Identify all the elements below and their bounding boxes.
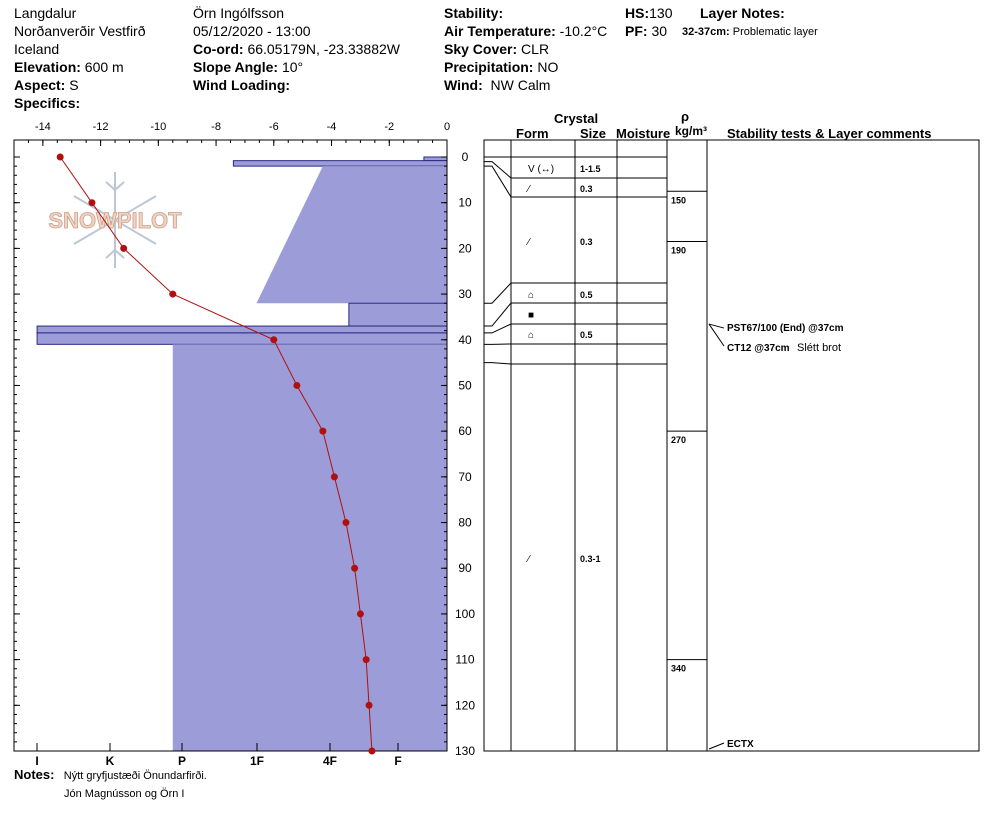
hardness-layer <box>349 303 447 326</box>
depth-tick-label: 80 <box>458 515 472 530</box>
density-label: 190 <box>671 245 687 256</box>
temperature-point <box>368 748 375 755</box>
temperature-point <box>366 702 373 709</box>
hardness-layer <box>37 333 447 344</box>
elevation: Elevation: 600 m <box>14 59 124 75</box>
specifics: Specifics: <box>14 95 81 111</box>
depth-tick-label: 90 <box>458 561 472 576</box>
snowpilot-watermark <box>48 172 182 268</box>
temperature-point <box>319 428 326 435</box>
aspect: Aspect: S <box>14 77 79 93</box>
temp-tick-label: -10 <box>150 121 167 133</box>
note-line-2: Jón Magnússon og Örn I <box>64 788 185 800</box>
wind-loading: Wind Loading: <box>193 77 291 93</box>
density-label: 150 <box>671 195 687 206</box>
temp-tick-label: -12 <box>92 121 109 133</box>
hardness-tick-label: P <box>177 754 187 768</box>
watermark-text: SNOWPILOT <box>48 208 182 233</box>
crystal-form-label: ⁄ <box>528 554 530 565</box>
hardness-tick-label: 4F <box>322 754 338 768</box>
hardness-tick-label: K <box>105 754 115 768</box>
air-temperature: Air Temperature: -10.2°C <box>444 23 608 39</box>
temperature-point <box>351 565 358 572</box>
temp-tick-label: 0 <box>443 121 451 133</box>
temperature-point <box>357 610 364 617</box>
col-size: Size <box>580 126 607 141</box>
temp-tick-label: -6 <box>268 121 279 133</box>
crystal-size-label: 0.3 <box>580 184 593 194</box>
precipitation: Precipitation: NO <box>444 59 559 75</box>
density-label: 270 <box>671 435 687 446</box>
col-form: Form <box>516 126 549 141</box>
location: Langdalur <box>14 5 77 21</box>
crystal-size-label: 0.5 <box>580 290 593 300</box>
temperature-point <box>57 154 64 161</box>
layer-note: 32-37cm: Problematic layer <box>682 26 818 38</box>
note-line-1: Nýtt gryfjustæði Önundarfirði. <box>63 770 207 782</box>
depth-tick-label: 30 <box>458 287 472 302</box>
depth-tick-label: 130 <box>454 744 476 758</box>
crystal-form-label: ⌂ <box>528 330 535 341</box>
stability-test-label: PST67/100 (End) @37cm <box>727 323 844 334</box>
temperature-point <box>169 291 176 298</box>
depth-tick-label: 50 <box>458 378 472 393</box>
depth-tick-label: 60 <box>458 424 472 439</box>
sky-cover: Sky Cover: CLR <box>444 41 550 57</box>
depth-tick-label: 0 <box>461 150 469 164</box>
temp-tick-label: -4 <box>326 121 337 133</box>
depth-tick-label: 100 <box>454 606 476 621</box>
depth-tick-label: 70 <box>458 469 472 484</box>
hardness-tick-label: F <box>394 754 402 768</box>
temperature-point <box>342 519 349 526</box>
density-label: 340 <box>671 663 687 674</box>
temp-tick-label: -2 <box>384 121 395 133</box>
depth-tick-label: 40 <box>458 332 472 347</box>
crystal-form-label: ■ <box>528 310 535 321</box>
hardness-layer <box>173 344 447 751</box>
notes-label: Notes: <box>14 767 55 782</box>
temperature-point <box>331 473 338 480</box>
crystal-size-label: 1-1.5 <box>580 164 601 174</box>
region: Norðanverðir Vestfirð <box>14 23 146 39</box>
temperature-point <box>88 199 95 206</box>
temperature-point <box>270 336 277 343</box>
crystal-size-label: 0.3-1 <box>580 554 601 564</box>
notes <box>14 767 207 782</box>
col-crystal: Crystal <box>554 111 599 126</box>
observer: Örn Ingólfsson <box>193 5 285 21</box>
temperature-point <box>120 245 127 252</box>
col-stability: Stability tests & Layer comments <box>727 126 932 141</box>
wind: Wind: NW Calm <box>444 77 551 93</box>
table-frame <box>484 140 979 751</box>
slope-angle: Slope Angle: 10° <box>193 59 304 75</box>
hardness-profile <box>37 157 447 751</box>
col-moisture: Moisture <box>616 126 671 141</box>
temperature-point <box>363 656 370 663</box>
depth-tick-label: 120 <box>454 698 476 713</box>
crystal-size-label: 0.5 <box>580 330 593 340</box>
depth-tick-label: 110 <box>455 652 475 667</box>
hardness-layer <box>233 161 447 166</box>
temp-tick-label: -8 <box>211 121 221 133</box>
temperature-point <box>293 382 300 389</box>
crystal-form-label: ⌂ <box>528 290 535 301</box>
col-rho: ρ <box>681 109 690 124</box>
pf: PF: 30 <box>625 23 668 39</box>
temp-tick-label: -14 <box>34 121 51 133</box>
stability-test-comment: Slétt brot <box>797 342 842 354</box>
stability-test-label: CT12 @37cm <box>727 343 790 354</box>
stability-arrow <box>709 743 724 749</box>
stability-test-label: ECTX <box>727 739 754 750</box>
crystal-form-label: ⁄ <box>528 237 530 248</box>
hardness-layer <box>424 157 447 161</box>
stability: Stability: <box>444 5 504 21</box>
hardness-layer <box>37 326 447 333</box>
crystal-form-label: V (↔) <box>528 164 555 175</box>
hs: HS:130 <box>625 5 673 21</box>
layer-notes-title: Layer Notes: <box>700 5 785 21</box>
crystal-size-label: 0.3 <box>580 237 593 247</box>
depth-tick-label: 20 <box>458 241 472 256</box>
datetime: 05/12/2020 - 13:00 <box>193 23 311 39</box>
crystal-form-label: ⁄ <box>528 184 530 195</box>
hardness-tick-label: I <box>35 754 39 768</box>
hardness-layer <box>256 166 447 303</box>
hardness-tick-label: 1F <box>249 754 265 768</box>
coordinates: Co-ord: 66.05179N, -23.33882W <box>193 41 400 57</box>
country: Iceland <box>14 41 60 57</box>
col-density-unit: kg/m³ <box>675 124 708 138</box>
layer-table <box>484 140 979 751</box>
depth-tick-label: 10 <box>458 195 472 210</box>
